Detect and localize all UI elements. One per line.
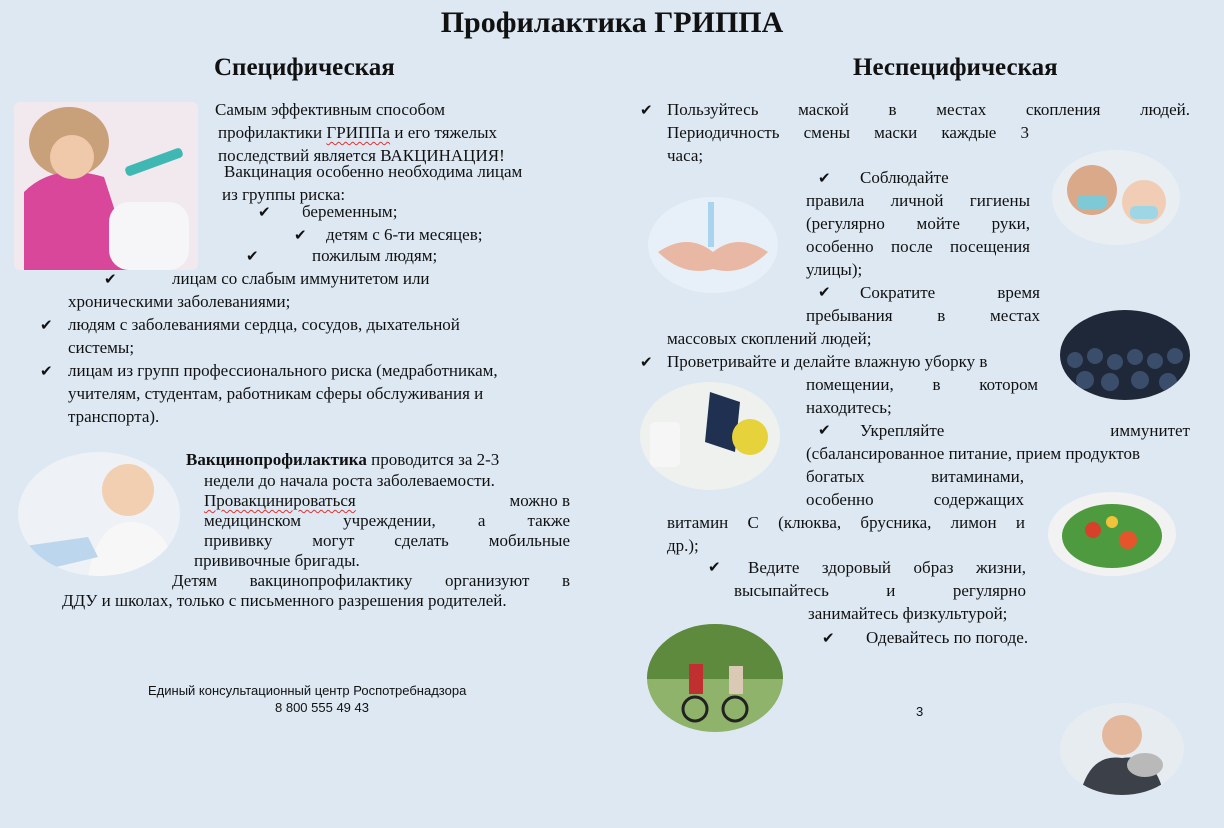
risk-item-cont: системы;	[68, 338, 135, 357]
right-line-11: массовых скоплений людей;	[667, 329, 872, 348]
right-line-2: Периодичность смены маски каждые 3	[667, 123, 1029, 142]
vacc-line-6: прививочные бригады.	[194, 551, 360, 570]
risk-item: ✔ детям с 6-ти месяцев;	[294, 223, 482, 247]
risk-item: ✔ беременным;	[258, 200, 397, 224]
right-line-13: помещении, в котором	[806, 375, 1038, 394]
right-line-3: часа;	[667, 146, 704, 165]
vacc-line-7: Детям вакцинопрофилактику организуют в	[172, 571, 570, 590]
check-icon: ✔	[258, 203, 271, 221]
left-intro-line-2: профилактики ГРИППа и его тяжелых	[218, 123, 498, 142]
right-line-1: Пользуйтесь маской в местах скопления людей.	[667, 100, 1190, 119]
risk-intro-2: из группы риска:	[222, 185, 346, 204]
check-icon: ✔	[40, 316, 53, 334]
vacc-line-2: недели до начала роста заболеваемости.	[204, 471, 495, 490]
left-intro-line-1: Самым эффективным способом	[215, 100, 446, 119]
hand-washing-photo	[648, 197, 778, 293]
check-icon: ✔	[40, 362, 53, 380]
check-icon: ✔	[818, 283, 831, 301]
risk-intro-1: Вакцинация особенно необходима лицам	[224, 162, 523, 181]
right-line-4: ✔ Соблюдайте	[818, 166, 949, 190]
check-icon: ✔	[822, 629, 835, 647]
right-line-9: ✔ Сократите время	[818, 283, 1040, 302]
right-line-5: правила личной гигиены	[806, 191, 1030, 210]
right-line-7: особенно после посещения	[806, 237, 1030, 256]
right-line-24: ✔ Одевайтесь по погоде.	[822, 626, 1028, 650]
right-line-19: витамин С (клюква, брусника, лимон и	[667, 513, 1025, 532]
right-line-16: (сбалансированное питание, прием продуктов	[806, 444, 1140, 463]
risk-item: ✔ лицам из групп профессионального риска (медработникам,	[40, 359, 498, 383]
vacc-line-3: Провакцинироваться можно в	[204, 491, 570, 510]
risk-item-cont: учителям, студентам, работникам сферы обслуживания и	[68, 384, 484, 403]
masks-photo	[1052, 150, 1180, 245]
check-1	[640, 98, 662, 122]
sick-man-photo	[1060, 703, 1184, 795]
check-icon: ✔	[104, 270, 117, 288]
salad-photo	[1048, 492, 1176, 576]
vacc-line-8: ДДУ и школах, только с письменного разрешения родителей.	[62, 591, 507, 610]
cleaning-photo	[640, 382, 780, 490]
risk-item: ✔ лицам со слабым иммунитетом или	[104, 267, 430, 291]
check-icon: ✔	[640, 353, 653, 371]
check-icon: ✔	[818, 169, 831, 187]
baby-vaccination-photo	[18, 452, 180, 576]
risk-item-cont: хроническими заболеваниями;	[68, 292, 291, 311]
risk-item: ✔ людям с заболеваниями сердца, сосудов, дыхательной	[40, 313, 460, 337]
footer-phone: 8 800 555 49 43	[275, 700, 369, 715]
right-line-10: пребывания в местах	[806, 306, 1040, 325]
right-line-20: др.);	[667, 536, 699, 555]
left-heading: Специфическая	[214, 54, 395, 81]
check-icon: ✔	[818, 421, 831, 439]
vacc-line-5: прививку могут сделать мобильные	[204, 531, 570, 550]
left-intro-line-3: последствий является ВАКЦИНАЦИЯ!	[218, 146, 505, 165]
right-line-18: особенно содержащих	[806, 490, 1024, 509]
page-title: Профилактика ГРИППА	[440, 6, 784, 39]
vaccination-girl-photo	[14, 102, 198, 270]
right-line-6: (регулярно мойте руки,	[806, 214, 1030, 233]
crowd-photo	[1060, 310, 1190, 400]
page-number: 3	[916, 704, 924, 719]
check-icon: ✔	[246, 247, 259, 265]
vacc-line-4: медицинском учреждении, а также	[204, 511, 570, 530]
risk-item: ✔ пожилым людям;	[246, 244, 437, 268]
right-heading: Неспецифическая	[853, 54, 1058, 81]
check-2	[640, 350, 662, 374]
right-line-12: Проветривайте и делайте влажную уборку в	[667, 352, 988, 371]
right-line-14: находитесь;	[806, 398, 892, 417]
right-line-22: высыпайтесь и регулярно	[734, 581, 1026, 600]
right-line-21: ✔ Ведите здоровый образ жизни,	[708, 558, 1026, 577]
right-line-15: ✔ Укрепляйте иммунитет	[818, 421, 1190, 440]
right-line-8: улицы);	[806, 260, 863, 279]
check-icon: ✔	[708, 558, 721, 576]
right-line-23: занимайтесь физкультурой;	[808, 604, 1008, 623]
right-line-17: богатых витаминами,	[806, 467, 1024, 486]
footer-org: Единый консультационный центр Роспотребнадзора	[148, 683, 467, 698]
risk-item-cont: транспорта).	[68, 407, 160, 426]
check-icon: ✔	[640, 101, 653, 119]
check-icon: ✔	[294, 226, 307, 244]
cycling-photo	[647, 624, 783, 732]
vacc-line-1: Вакцинопрофилактика проводится за 2-3	[186, 450, 500, 469]
